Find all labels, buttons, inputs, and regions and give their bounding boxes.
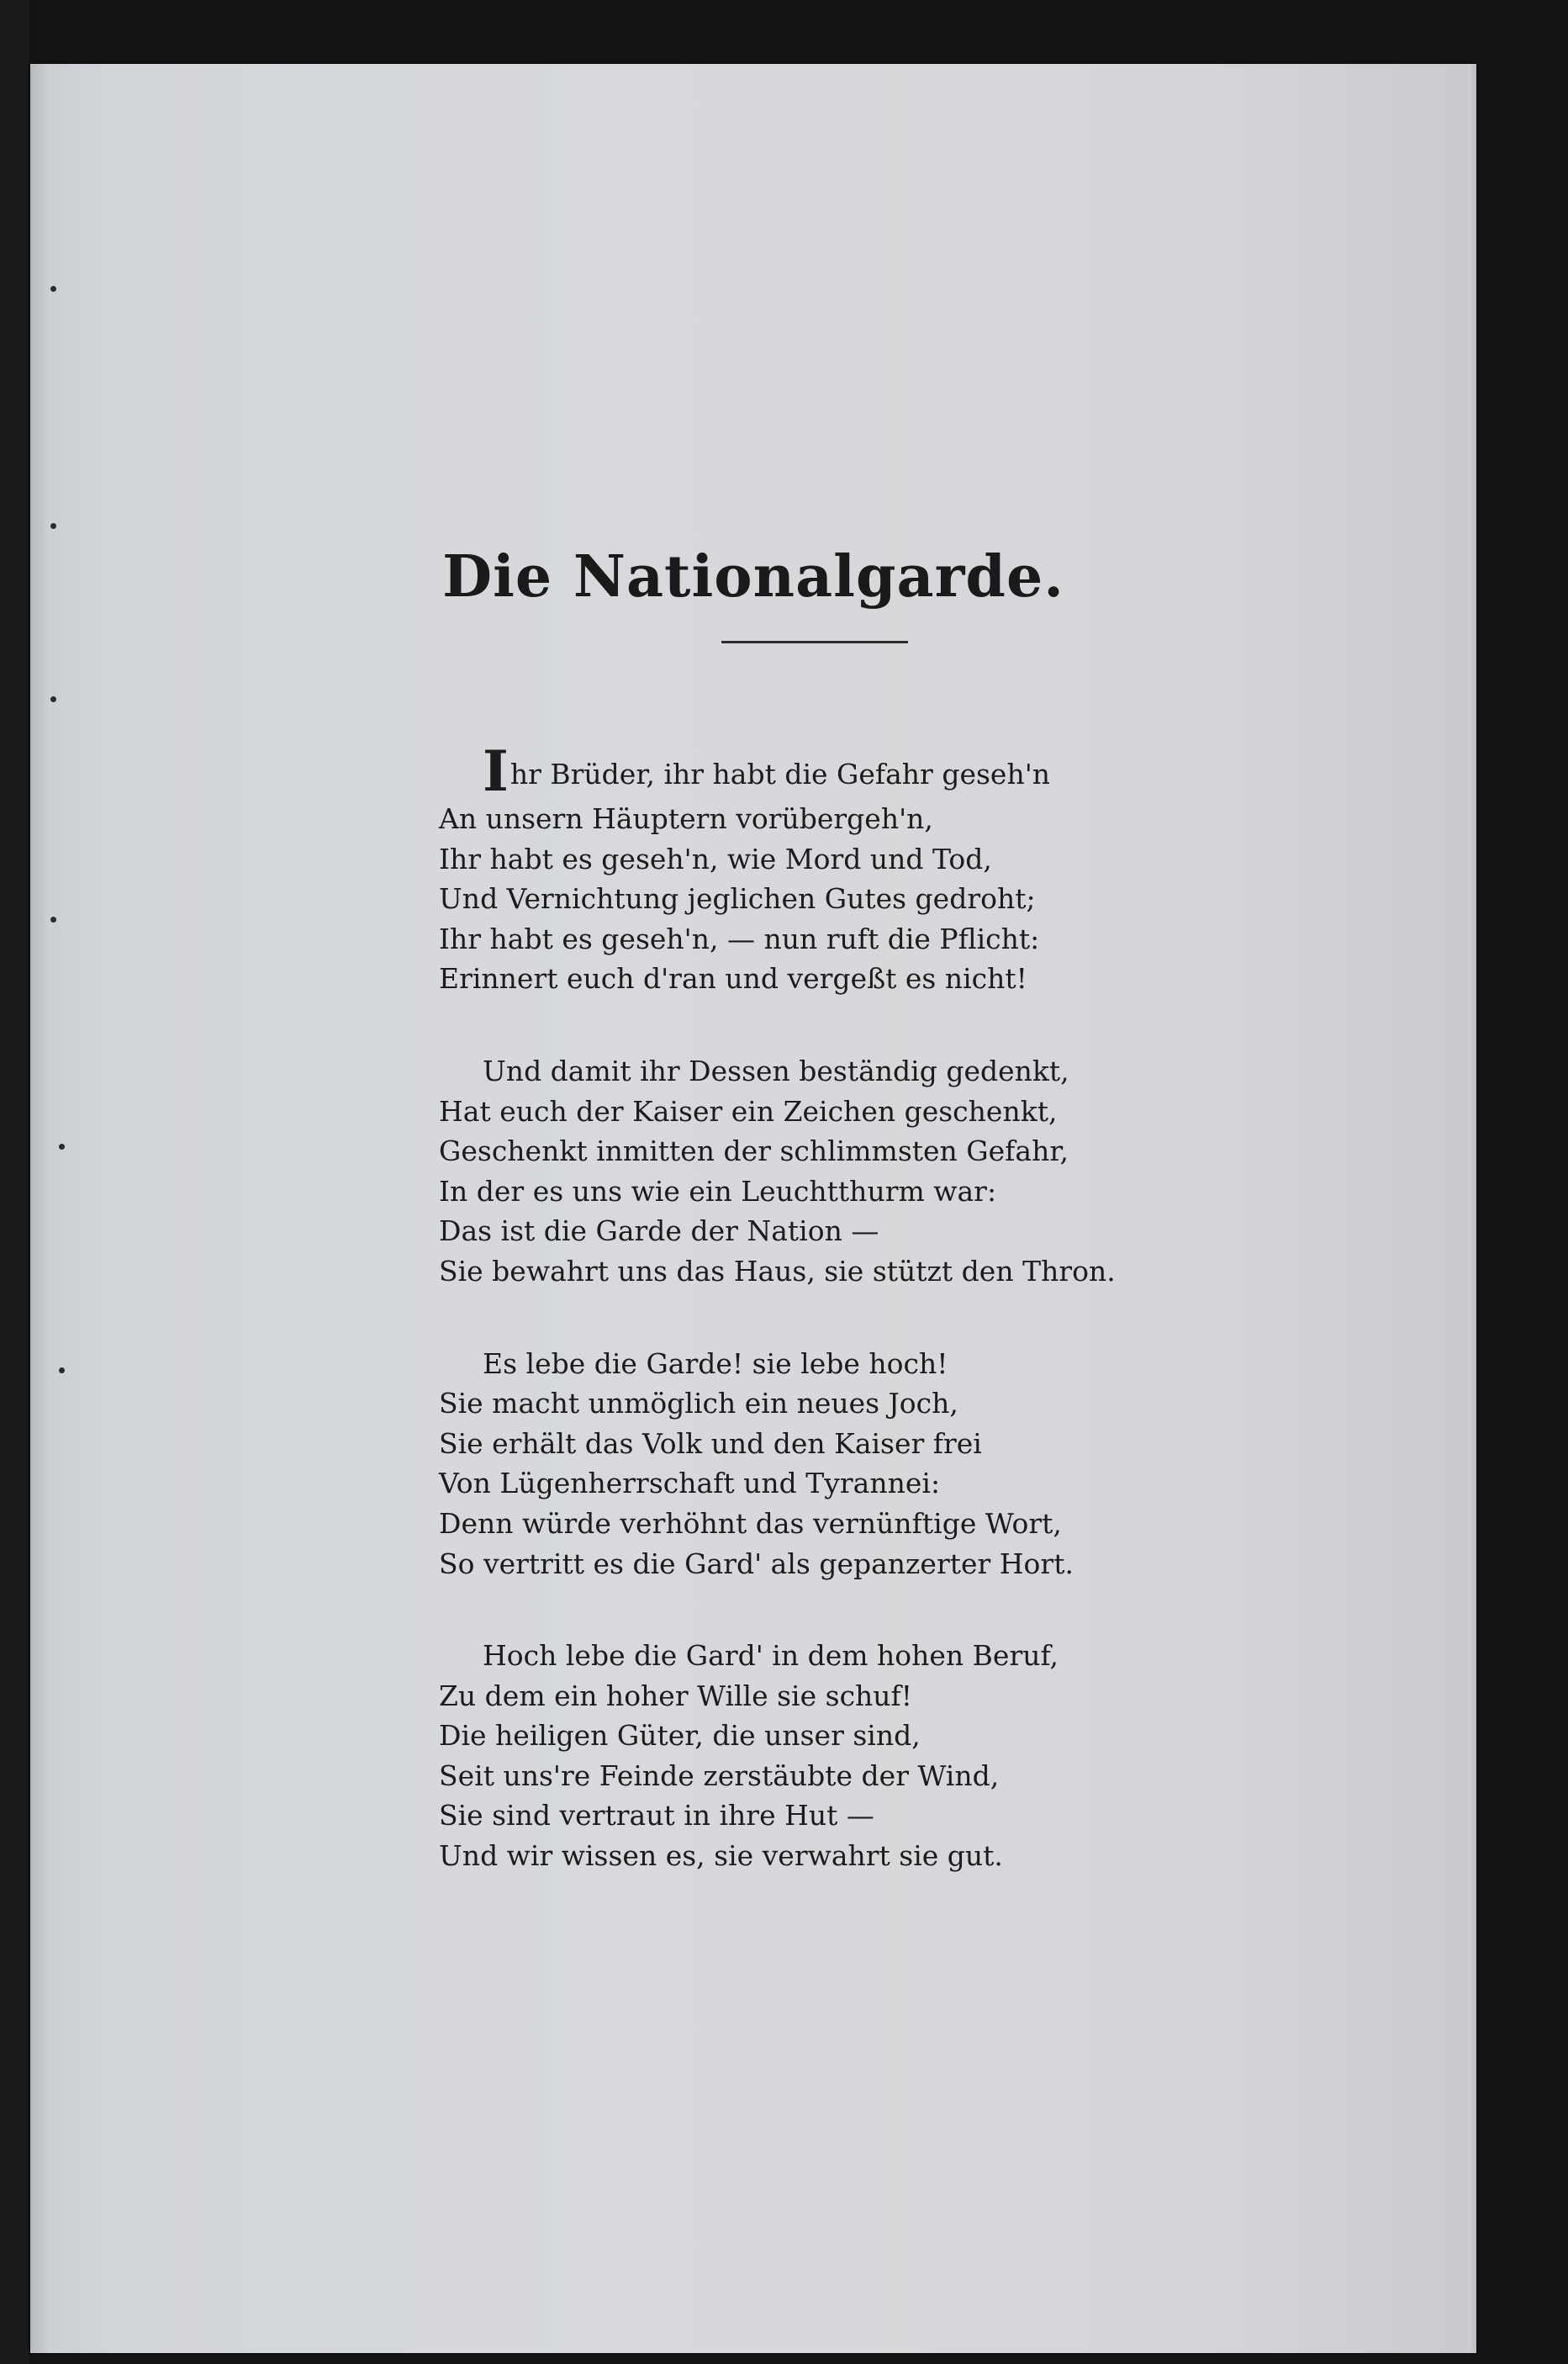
poem-line: Es lebe die Garde! sie lebe hoch!: [483, 1346, 948, 1380]
poem-line: Sie erhält das Volk und den Kaiser frei: [439, 1426, 982, 1460]
poem-line: Von Lügenherrschaft und Tyrannei:: [439, 1467, 941, 1500]
poem-line: Und damit ihr Dessen beständig gedenkt,: [483, 1054, 1069, 1087]
binding-hole-mark: [50, 286, 56, 292]
poem-line: Erinnert euch d'ran und vergeßt es nicht!: [439, 962, 1027, 996]
poem-line: Hat euch der Kaiser ein Zeichen geschenkt,: [439, 1094, 1058, 1128]
binding-hole-mark: [50, 523, 56, 529]
stanza: [439, 1051, 1280, 1292]
poem-line: Sie macht unmöglich ein neues Joch,: [439, 1387, 958, 1420]
poem-line: Das ist die Garde der Nation —: [439, 1214, 879, 1248]
binding-hole-mark: [59, 1144, 65, 1150]
page-binding-fold: [30, 64, 52, 2353]
poem-line: So vertritt es die Gard' als gepanzerter Hort.: [439, 1547, 1074, 1580]
drop-cap: I: [483, 738, 509, 804]
poem-line: Ihr habt es geseh'n, — nun ruft die Pflicht:: [439, 922, 1040, 955]
poem-line: An unsern Häuptern vorübergeh'n,: [439, 802, 933, 835]
stanza: [439, 1636, 1280, 1876]
poem-line: [439, 738, 1280, 804]
poem-line: Und Vernichtung jeglichen Gutes gedroht;: [439, 882, 1036, 916]
poem-line: Seit uns're Feinde zerstäubte der Wind,: [439, 1758, 1000, 1792]
binding-hole-mark: [59, 1367, 65, 1373]
stanza: [439, 1344, 1280, 1584]
page-edge: [1468, 64, 1476, 2353]
poem-line: Ihr habt es geseh'n, wie Mord und Tod,: [439, 842, 992, 875]
poem-line: Die heiligen Güter, die unser sind,: [439, 1719, 921, 1753]
scan-backdrop: [0, 0, 29, 2364]
binding-hole-mark: [50, 696, 56, 702]
stanza: [439, 738, 1280, 999]
poem-body: [439, 738, 1280, 1928]
poem-line: Zu dem ein hoher Wille sie schuf!: [439, 1679, 913, 1712]
poem-title: Die Nationalgarde.: [442, 543, 1064, 611]
poem-line-text: hr Brüder, ihr habt die Gefahr geseh'n: [509, 758, 1051, 791]
poem-line: Sie bewahrt uns das Haus, sie stützt den Thron.: [439, 1254, 1116, 1288]
document-page: [30, 64, 1476, 2353]
poem-line: Geschenkt inmitten der schlimmsten Gefahr,: [439, 1134, 1069, 1168]
title-divider: [721, 641, 908, 643]
poem-line: Sie sind vertraut in ihre Hut —: [439, 1799, 874, 1832]
poem-line: Denn würde verhöhnt das vernünftige Wort,: [439, 1506, 1062, 1540]
poem-line: In der es uns wie ein Leuchtthurm war:: [439, 1174, 997, 1208]
poem-line: Und wir wissen es, sie verwahrt sie gut.: [439, 1839, 1003, 1873]
binding-hole-mark: [50, 917, 56, 923]
poem-line: Hoch lebe die Gard' in dem hohen Beruf,: [483, 1639, 1059, 1673]
